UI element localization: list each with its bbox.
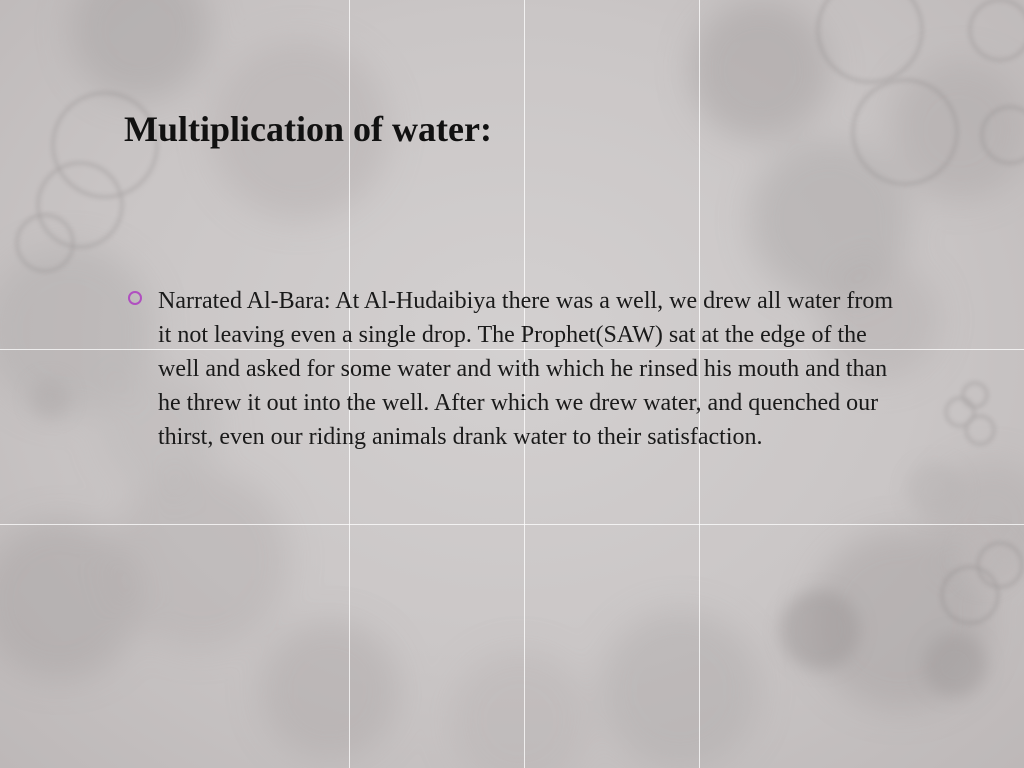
bullet-text: Narrated Al-Bara: At Al-Hudaibiya there was a well, we drew all water from it not leaving even a single drop. The Prophet(SAW) sat at the edge of the well and asked for some water and with which he rinsed his mouth and than he threw it out into the well. After which we drew water, and quenched our thirst, even our riding animals drank water to their satisfaction.: [158, 288, 894, 450]
slide-title: Multiplication of water:: [124, 109, 492, 149]
grid-line-horizontal: [0, 524, 1024, 525]
bullet-item: [128, 284, 898, 454]
hollow-circle-bullet-icon: [128, 291, 142, 305]
slide-body: [128, 284, 898, 454]
